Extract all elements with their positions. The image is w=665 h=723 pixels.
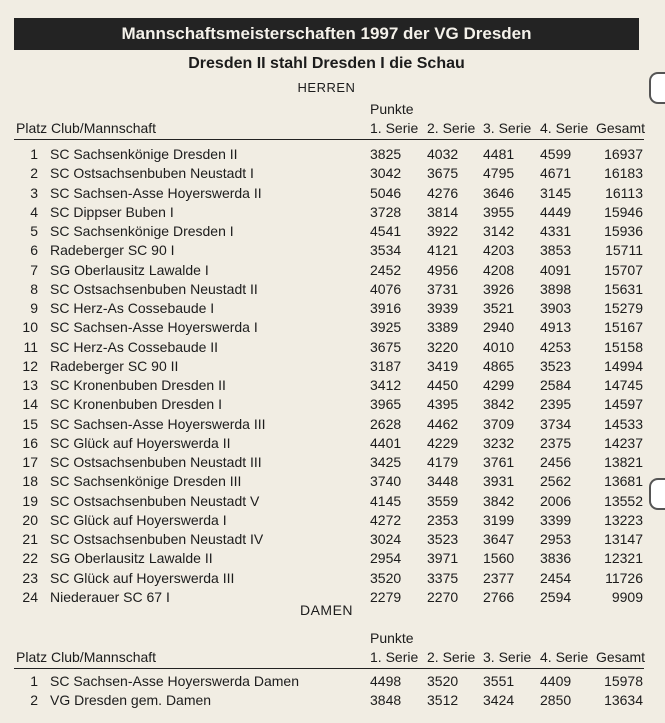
table-row [18,415,644,434]
table-row [18,184,644,203]
gesamt-cell: 15158 [604,338,643,355]
serie-2-cell: 2270 [427,588,459,605]
rank-cell: 10 [22,319,38,336]
serie-4-cell: 4409 [540,673,572,689]
club-cell: SC Glück auf Hoyerswerda III [50,569,235,586]
header-serie-1: 1. Serie [370,120,419,136]
club-cell: SC Sachsen-Asse Hoyerswerda Damen [50,673,299,689]
serie-3-cell: 4795 [483,165,515,182]
serie-2-cell: 3523 [427,531,459,547]
serie-3-cell: 4299 [483,377,515,393]
damen-table-header [18,649,644,667]
serie-4-cell: 4253 [540,338,572,355]
table-row [18,280,644,299]
club-cell: SC Glück auf Hoyerswerda II [50,434,231,451]
table-row [18,261,644,280]
serie-2-cell: 4276 [427,184,459,201]
table-row [18,241,644,260]
gesamt-cell: 14745 [604,377,643,393]
club-cell: SC Ostsachsenbuben Neustadt III [50,454,262,470]
table-row [18,569,644,588]
rank-cell: 16 [22,434,38,451]
gesamt-cell: 13147 [604,531,643,547]
serie-1-cell: 2452 [370,261,402,278]
rank-cell: 1 [30,146,38,162]
club-cell: SC Sachsenkönige Dresden III [50,473,242,490]
header-serie-2: 2. Serie [427,649,476,665]
serie-1-cell: 3848 [370,692,402,709]
table-row [18,222,644,241]
rank-cell: 17 [22,454,38,470]
serie-2-cell: 4395 [427,396,459,413]
serie-1-cell: 3425 [370,454,402,470]
serie-2-cell: 3971 [427,550,459,567]
club-cell: Radeberger SC 90 I [50,242,175,259]
rank-cell: 18 [22,473,38,490]
rank-cell: 1 [30,673,38,689]
header-platz-club: Platz Club/Mannschaft [16,649,157,665]
serie-3-cell: 3551 [483,673,515,689]
header-serie-2: 2. Serie [427,120,476,136]
table-row [18,164,644,183]
serie-1-cell: 4145 [370,492,402,509]
serie-1-cell: 3728 [370,203,402,220]
club-cell: SC Sachsenkönige Dresden II [50,146,238,162]
serie-4-cell: 3399 [540,511,572,528]
club-cell: SC Sachsen-Asse Hoyerswerda I [50,319,258,336]
gesamt-cell: 12321 [604,550,643,567]
header-serie-4: 4. Serie [540,120,589,136]
serie-4-cell: 2375 [540,434,572,451]
serie-3-cell: 2766 [483,588,515,605]
table-row [18,299,644,318]
gesamt-cell: 13223 [604,511,643,528]
serie-4-cell: 2562 [540,473,572,490]
rank-cell: 14 [22,396,38,413]
serie-3-cell: 3709 [483,415,515,432]
rank-cell: 19 [22,492,38,509]
serie-3-cell: 3521 [483,300,515,316]
serie-4-cell: 2454 [540,569,572,586]
serie-3-cell: 3926 [483,280,515,297]
serie-1-cell: 3024 [370,531,402,547]
rank-cell: 9 [30,300,38,316]
serie-4-cell: 3734 [540,415,572,432]
serie-2-cell: 3512 [427,692,459,709]
serie-2-cell: 4121 [427,242,459,259]
table-row [18,530,644,549]
table-row [18,434,644,453]
binder-hole [649,478,665,510]
club-cell: Radeberger SC 90 II [50,357,179,374]
serie-3-cell: 4208 [483,261,515,278]
serie-3-cell: 3424 [483,692,515,709]
serie-3-cell: 3646 [483,184,515,201]
rank-cell: 24 [22,588,38,605]
serie-1-cell: 3916 [370,300,402,316]
gesamt-cell: 14533 [604,415,643,432]
serie-3-cell: 3842 [483,492,515,509]
club-cell: SC Kronenbuben Dresden II [50,377,226,393]
club-cell: Niederauer SC 67 I [50,588,170,605]
serie-3-cell: 3232 [483,434,515,451]
header-serie-3: 3. Serie [483,120,532,136]
table-row [18,672,644,691]
serie-3-cell: 4481 [483,146,515,162]
serie-4-cell: 2850 [540,692,572,709]
table-row [18,318,644,337]
gesamt-cell: 9909 [611,588,643,605]
serie-2-cell: 3375 [427,569,459,586]
rank-cell: 11 [23,338,38,355]
gesamt-cell: 15167 [604,319,643,336]
rank-cell: 6 [30,242,38,259]
club-cell: SC Dippser Buben I [50,203,174,220]
gesamt-cell: 11726 [605,569,643,586]
header-serie-4: 4. Serie [540,649,589,665]
serie-1-cell: 3825 [370,146,402,162]
serie-3-cell: 4010 [483,338,515,355]
damen-header-rule [14,668,644,669]
rank-cell: 2 [30,692,38,709]
serie-1-cell: 3925 [370,319,402,336]
serie-1-cell: 3042 [370,165,402,182]
club-cell: SC Sachsen-Asse Hoyerswerda II [50,184,262,201]
serie-2-cell: 3922 [427,223,459,239]
serie-2-cell: 4956 [427,261,459,278]
serie-1-cell: 4272 [370,511,402,528]
serie-4-cell: 2594 [540,588,572,605]
rank-cell: 21 [22,531,38,547]
serie-3-cell: 3647 [483,531,515,547]
serie-3-cell: 1560 [483,550,515,567]
serie-3-cell: 3761 [483,454,515,470]
rank-cell: 3 [30,184,38,201]
serie-1-cell: 2279 [370,588,402,605]
rank-cell: 22 [22,550,38,567]
herren-table-body [18,145,644,607]
gesamt-cell: 13634 [604,692,643,709]
herren-table-header [18,120,644,138]
rank-cell: 4 [30,203,38,220]
club-cell: VG Dresden gem. Damen [50,692,212,709]
table-row [18,145,644,164]
serie-4-cell: 3836 [540,550,572,567]
gesamt-cell: 13552 [604,492,643,509]
serie-4-cell: 4599 [540,146,572,162]
serie-4-cell: 2456 [540,454,572,470]
herren-punkte-label: Punkte [370,101,414,117]
serie-3-cell: 3199 [483,511,515,528]
serie-4-cell: 3523 [540,357,572,374]
serie-1-cell: 3965 [370,396,402,413]
serie-2-cell: 3675 [427,165,459,182]
club-cell: SC Ostsachsenbuben Neustadt II [50,280,258,297]
serie-3-cell: 2377 [483,569,515,586]
serie-1-cell: 2954 [370,550,402,567]
serie-4-cell: 2006 [540,492,572,509]
header-gesamt: Gesamt [596,120,646,136]
serie-2-cell: 3559 [427,492,459,509]
serie-1-cell: 4401 [370,434,402,451]
gesamt-cell: 15279 [604,300,643,316]
club-cell: SC Herz-As Cossebaude I [50,300,215,316]
serie-2-cell: 3419 [427,357,459,374]
serie-3-cell: 3142 [483,223,515,239]
header-serie-3: 3. Serie [483,649,532,665]
rank-cell: 12 [22,357,38,374]
rank-cell: 8 [30,280,38,297]
gesamt-cell: 15946 [604,203,643,220]
table-row [18,357,644,376]
gesamt-cell: 14994 [604,357,643,374]
rank-cell: 13 [22,377,38,393]
table-row [18,376,644,395]
serie-4-cell: 4671 [540,165,572,182]
table-row [18,338,644,357]
serie-2-cell: 4032 [427,146,459,162]
serie-4-cell: 3903 [540,300,572,316]
table-row [18,492,644,511]
club-cell: SC Ostsachsenbuben Neustadt I [50,165,254,182]
serie-4-cell: 4449 [540,203,572,220]
gesamt-cell: 15631 [604,280,643,297]
header-gesamt: Gesamt [596,649,646,665]
serie-1-cell: 2628 [370,415,402,432]
gesamt-cell: 16937 [604,146,643,162]
serie-4-cell: 3145 [540,184,572,201]
rank-cell: 20 [22,511,38,528]
gesamt-cell: 15978 [604,673,643,689]
rank-cell: 2 [30,165,38,182]
page-title: Mannschaftsmeisterschaften 1997 der VG Dresden [14,18,639,50]
serie-1-cell: 3412 [370,377,402,393]
serie-1-cell: 5046 [370,184,402,201]
serie-1-cell: 4076 [370,280,402,297]
serie-3-cell: 2940 [483,319,515,336]
herren-header-rule [14,139,644,140]
serie-1-cell: 3675 [370,338,402,355]
club-cell: SC Sachsenkönige Dresden I [50,223,234,239]
serie-2-cell: 3814 [427,203,459,220]
serie-2-cell: 4179 [427,454,459,470]
serie-1-cell: 3520 [370,569,402,586]
serie-3-cell: 4865 [483,357,515,374]
serie-1-cell: 3740 [370,473,402,490]
serie-2-cell: 4462 [427,415,459,432]
gesamt-cell: 13821 [604,454,643,470]
club-cell: SC Sachsen-Asse Hoyerswerda III [50,415,266,432]
gesamt-cell: 15707 [604,261,643,278]
serie-4-cell: 3853 [540,242,572,259]
table-row [18,472,644,491]
table-row [18,549,644,568]
serie-2-cell: 4229 [427,434,459,451]
damen-section-label: DAMEN [299,602,354,618]
serie-2-cell: 3220 [427,338,459,355]
club-cell: SG Oberlausitz Lawalde II [50,550,213,567]
serie-2-cell: 2353 [427,511,459,528]
table-row [18,691,644,710]
table-row [18,203,644,222]
gesamt-cell: 16113 [605,184,643,201]
serie-2-cell: 3448 [427,473,459,490]
serie-4-cell: 3898 [540,280,572,297]
table-row [18,395,644,414]
serie-1-cell: 4541 [370,223,402,239]
table-row [18,453,644,472]
serie-2-cell: 3731 [427,280,459,297]
serie-1-cell: 3534 [370,242,402,259]
serie-4-cell: 4913 [540,319,572,336]
page-subtitle: Dresden II stahl Dresden I die Schau [188,55,465,72]
club-cell: SC Ostsachsenbuben Neustadt IV [50,531,264,547]
serie-2-cell: 4450 [427,377,459,393]
gesamt-cell: 16183 [604,165,643,182]
serie-3-cell: 3842 [483,396,515,413]
herren-section-label: HERREN [297,80,356,95]
binder-hole [649,72,665,104]
club-cell: SC Glück auf Hoyerswerda I [50,511,227,528]
gesamt-cell: 14597 [604,396,643,413]
serie-3-cell: 4203 [483,242,515,259]
gesamt-cell: 15711 [605,242,643,259]
serie-2-cell: 3939 [427,300,459,316]
header-serie-1: 1. Serie [370,649,419,665]
rank-cell: 23 [22,569,38,586]
serie-2-cell: 3389 [427,319,459,336]
gesamt-cell: 13681 [604,473,643,490]
serie-2-cell: 3520 [427,673,459,689]
rank-cell: 15 [22,415,38,432]
gesamt-cell: 14237 [604,434,643,451]
rank-cell: 7 [30,261,38,278]
serie-1-cell: 3187 [370,357,402,374]
club-cell: SC Kronenbuben Dresden I [50,396,222,413]
serie-1-cell: 4498 [370,673,402,689]
club-cell: SG Oberlausitz Lawalde I [50,261,209,278]
rank-cell: 5 [30,223,38,239]
serie-4-cell: 2953 [540,531,572,547]
serie-3-cell: 3955 [483,203,515,220]
serie-4-cell: 4331 [540,223,572,239]
gesamt-cell: 15936 [604,223,643,239]
damen-punkte-label: Punkte [370,630,414,646]
damen-table-body [18,672,644,711]
header-platz-club: Platz Club/Mannschaft [16,120,157,136]
serie-4-cell: 4091 [540,261,572,278]
club-cell: SC Ostsachsenbuben Neustadt V [50,492,260,509]
serie-4-cell: 2584 [540,377,572,393]
serie-4-cell: 2395 [540,396,572,413]
serie-3-cell: 3931 [483,473,515,490]
table-row [18,511,644,530]
club-cell: SC Herz-As Cossebaude II [50,338,219,355]
